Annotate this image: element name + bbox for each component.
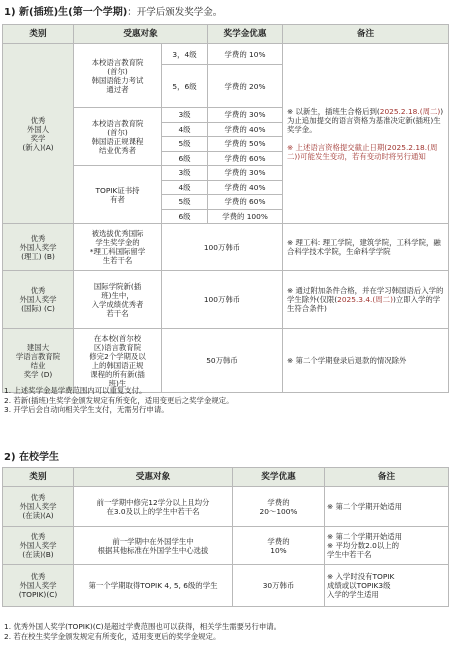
level-cell: 3级 — [162, 166, 208, 181]
category-enrolled-a: 优秀 外国人奖学 (在读)(A) — [3, 487, 74, 527]
new-student-scholarship-table — [2, 24, 449, 393]
level-cell: 4级 — [162, 122, 208, 137]
remark-a-deadline: ※ 上述语言资格提交截止日期(2025.2.18.(周二))可能发生变动，若有变动时将另行通知 — [287, 142, 438, 161]
note-item: 2. 若在校生奖学金颁发规定有所变化，适用变更后的奖学金规定。 — [4, 631, 221, 641]
category-b: 优秀 外国人奖学 (理工) (B) — [3, 224, 74, 271]
remark-b: ※ 理工科: 理工学院，建筑学院，工科学院，融合科学技术学院，生命科学学院 — [283, 224, 449, 271]
section1-title: 1) 新(插班)生(第一个学期)：开学后颁发奖学金。 — [4, 7, 223, 18]
note-item: 2. 若新(插班)生奖学金颁发规定有所变化，适用变更后之奖学金规定。 — [4, 395, 234, 405]
note-item: 3. 开学后会自动向相关学生支付，无需另行申请。 — [4, 405, 169, 415]
benefit-cell: 学费的 100% — [208, 209, 283, 224]
level-cell: 3，4级 — [162, 44, 208, 65]
header-category: 类别 — [3, 468, 74, 487]
level-cell: 4级 — [162, 180, 208, 195]
section2-title: 2) 在校学生 — [4, 452, 60, 463]
header-target: 受惠对象 — [74, 468, 233, 487]
target-enrolled-a: 前一学期中修完12学分以上且均分 在3.0及以上的学生中若干名 — [74, 487, 233, 527]
benefit-enrolled-a: 学费的 20～100% — [233, 487, 325, 527]
section2-notes — [4, 622, 281, 641]
category-enrolled-c: 优秀 外国人奖学 (TOPIK)(C) — [3, 565, 74, 607]
remark-enrolled-a: ※ 第二个学期开始适用 — [325, 487, 449, 527]
remark-enrolled-b: ※ 第二个学期开始适用 ※ 平均分数2.0以上的 学生中若干名 — [325, 527, 449, 565]
benefit-cell: 学费的 50% — [208, 137, 283, 152]
header-benefit: 奖学金优惠 — [208, 25, 283, 44]
remark-a — [283, 44, 449, 224]
benefit-cell: 学费的 60% — [208, 151, 283, 166]
target-d: 在本校(首尔校 区)语言教育院 修完2个学期及以 上的韩国语正规 课程的所有新(插 班)生 — [74, 329, 162, 393]
header-category: 类别 — [3, 25, 74, 44]
target-c: 国际学院新(插 班)生中， 入学成绩优秀者 若干名 — [74, 271, 162, 329]
remark-a-basis: ※ 以新生，插班生合格后到(2025.2.18.(周二))为止追加提交的语言资格为基准决定新(插班)生奖学金。 — [287, 106, 444, 134]
remark-enrolled-c: ※ 入学时没有TOPIK 成绩或以TOPIK3级 入学的学生适用 — [325, 565, 449, 607]
category-c: 优秀 外国人奖学 (国际) (C) — [3, 271, 74, 329]
benefit-c: 100万韩币 — [162, 271, 283, 329]
benefit-cell: 学费的 40% — [208, 180, 283, 195]
category-d: 建国大 学语言教育院 结业 奖学 (D) — [3, 329, 74, 393]
target-b: 被选拔优秀国际 学生奖学金的 *理工科国际留学 生若干名 — [74, 224, 162, 271]
benefit-b: 100万韩币 — [162, 224, 283, 271]
target-enrolled-b: 前一学期中在外国学生中 根据其他标准在外国学生中心选拔 — [74, 527, 233, 565]
level-cell: 5级 — [162, 195, 208, 210]
benefit-cell: 学费的 30% — [208, 166, 283, 181]
benefit-cell: 学费的 40% — [208, 122, 283, 137]
remark-d: ※ 第二个学期登录后退款的情况除外 — [283, 329, 449, 393]
note-item: 1. 优秀外国人奖学(TOPIK)(C)是超过学费范围也可以获得，相关学生需要另行申请。 — [4, 622, 282, 631]
level-cell: 5，6级 — [162, 65, 208, 108]
benefit-d: 50万韩币 — [162, 329, 283, 393]
header-target: 受惠对象 — [74, 25, 208, 44]
header-remarks: 备注 — [325, 468, 449, 487]
benefit-cell: 学费的 60% — [208, 195, 283, 210]
target-a2: 本校语言教育院 (首尔) 韩国语正规课程 结业优秀者 — [74, 108, 162, 166]
benefit-cell: 学费的 10% — [208, 44, 283, 65]
level-cell: 3级 — [162, 108, 208, 123]
target-a3: TOPIK证书持 有者 — [74, 166, 162, 224]
section1-notes — [4, 386, 234, 415]
benefit-enrolled-c: 30万韩币 — [233, 565, 325, 607]
note-item: 1. 上述奖学金是学费范围内可以重复支付。 — [4, 386, 147, 395]
header-remarks: 备注 — [283, 25, 449, 44]
enrolled-student-scholarship-table — [2, 467, 449, 607]
benefit-enrolled-b: 学费的 10% — [233, 527, 325, 565]
remark-c: ※ 通过附加条件合格，并在学习韩国语后入学的学生除外(仅限(2025.3.4.(周二))立即入学的学生符合条件) — [283, 271, 449, 329]
benefit-cell: 学费的 30% — [208, 108, 283, 123]
target-enrolled-c: 第一个学期取得TOPIK 4, 5, 6级的学生 — [74, 565, 233, 607]
category-a: 优秀 外国人 奖学 (新入)(A) — [3, 44, 74, 224]
category-enrolled-b: 优秀 外国人奖学 (在读)(B) — [3, 527, 74, 565]
target-a1: 本校语言教育院 (首尔) 韩国语能力考试 通过者 — [74, 44, 162, 108]
header-benefit: 奖学优惠 — [233, 468, 325, 487]
level-cell: 6级 — [162, 151, 208, 166]
level-cell: 5级 — [162, 137, 208, 152]
level-cell: 6级 — [162, 209, 208, 224]
benefit-cell: 学费的 20% — [208, 65, 283, 108]
